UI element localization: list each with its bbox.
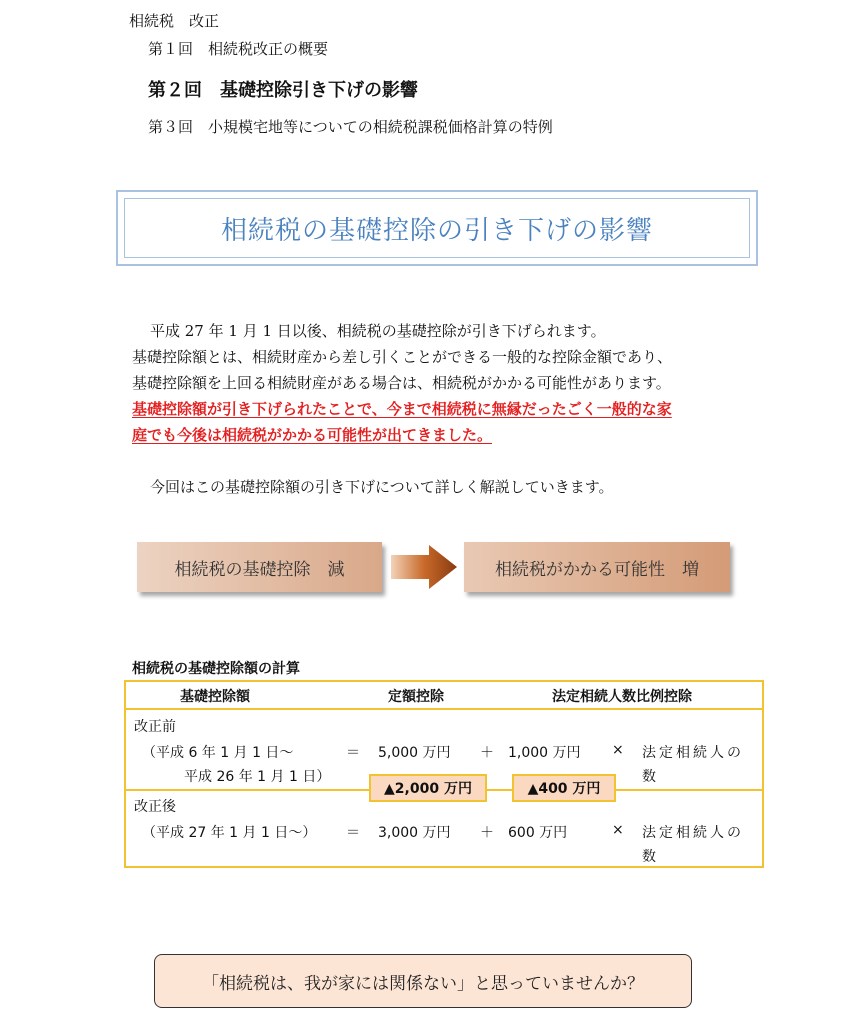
flow-right-label: 相続税がかかる可能性 増 bbox=[495, 559, 699, 580]
header-fixed-deduction: 定額控除 bbox=[388, 689, 444, 705]
before-proportional-amount: 1,000 万円 bbox=[508, 745, 581, 761]
after-period: （平成 27 年 1 月 1 日～） bbox=[142, 825, 317, 841]
intro-line-2: 基礎控除額とは、相続財産から差し引くことができる一般的な控除金額であり、 bbox=[132, 348, 673, 366]
intro-line-3: 基礎控除額を上回る相続財産がある場合は、相続税がかかる可能性があります。 bbox=[132, 374, 671, 392]
after-proportional-amount: 600 万円 bbox=[508, 825, 568, 841]
flow-box-tax-possibility-increase bbox=[464, 542, 730, 592]
before-fixed-amount: 5,000 万円 bbox=[378, 745, 451, 761]
fixed-deduction-decrease-label: ▲2,000 万円 bbox=[384, 781, 472, 797]
episode-2-current: 第２回 基礎控除引き下げの影響 bbox=[148, 80, 418, 101]
before-heirs-line-1: 法定相続人の bbox=[642, 745, 744, 761]
warning-line-2: 庭でも今後は相続税がかかる可能性が出てきました。 bbox=[132, 426, 493, 444]
proportional-deduction-decrease-badge bbox=[512, 774, 616, 802]
title-inner-frame bbox=[124, 198, 750, 258]
episode-3-link: 第３回 小規模宅地等についての相続税課税価格計算の特例 bbox=[148, 118, 553, 136]
before-period-end: 平成 26 年 1 月 1 日） bbox=[184, 769, 331, 785]
fixed-deduction-decrease-badge bbox=[369, 774, 487, 802]
after-label: 改正後 bbox=[134, 799, 176, 815]
episode-1-link: 第１回 相続税改正の概要 bbox=[148, 40, 329, 58]
page-title: 相続税の基礎控除の引き下げの影響 bbox=[220, 215, 653, 246]
callout-box bbox=[154, 954, 692, 1008]
before-times: × bbox=[612, 742, 624, 758]
callout-text: 「相続税は、我が家には関係ない」と思っていませんか？ bbox=[202, 973, 644, 994]
before-equals: ＝ bbox=[346, 745, 360, 761]
before-plus: ＋ bbox=[480, 745, 494, 761]
table-header-divider bbox=[126, 708, 762, 710]
title-frame bbox=[116, 190, 758, 266]
right-arrow-icon bbox=[389, 544, 459, 590]
after-plus: ＋ bbox=[480, 825, 494, 841]
deduction-calculation-table bbox=[124, 680, 764, 868]
before-period-start: （平成 6 年 1 月 1 日～ bbox=[142, 745, 294, 761]
after-heirs-line-1: 法定相続人の bbox=[642, 825, 744, 841]
warning-line-1: 基礎控除額が引き下げられたことで、今まで相続税に無縁だったごく一般的な家 bbox=[132, 400, 672, 418]
after-heirs-line-2: 数 bbox=[642, 849, 656, 865]
before-label: 改正前 bbox=[134, 719, 176, 735]
flow-box-deduction-decrease bbox=[137, 542, 382, 592]
header-proportional-deduction: 法定相続人数比例控除 bbox=[552, 689, 692, 705]
before-heirs-line-2: 数 bbox=[642, 769, 656, 785]
after-fixed-amount: 3,000 万円 bbox=[378, 825, 451, 841]
header-basic-deduction: 基礎控除額 bbox=[180, 689, 250, 705]
intro-line-4: 今回はこの基礎控除額の引き下げについて詳しく解説していきます。 bbox=[150, 478, 614, 496]
after-times: × bbox=[612, 822, 624, 838]
proportional-deduction-decrease-label: ▲400 万円 bbox=[527, 781, 601, 797]
table-caption: 相続税の基礎控除額の計算 bbox=[132, 661, 300, 677]
intro-line-1: 平成 27 年 1 月 1 日以後、相続税の基礎控除が引き下げられます。 bbox=[150, 322, 606, 340]
flow-left-label: 相続税の基礎控除 減 bbox=[174, 559, 345, 580]
after-equals: ＝ bbox=[346, 825, 360, 841]
series-title: 相続税 改正 bbox=[129, 12, 220, 30]
